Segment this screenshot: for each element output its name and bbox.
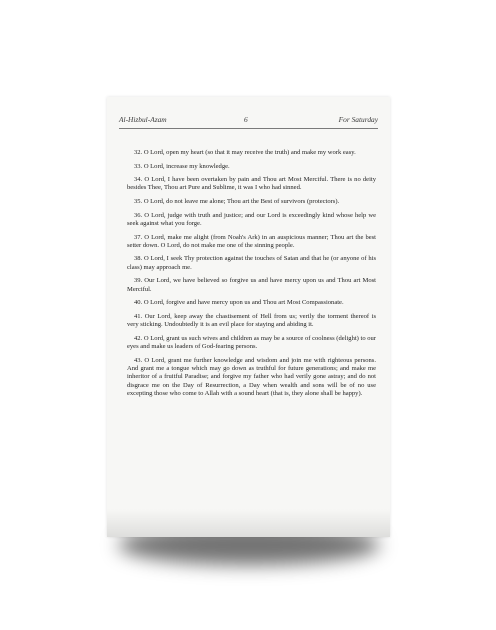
prayer-32: 32. O Lord, open my heart (so that it may receive the truth) and make my work easy. (134, 149, 356, 156)
prayer-34: 34. O Lord, I have been overtaken by pain and Thou art Most Merciful. There is no deity besides Thee, Thou art Pure and Sublime, it was I who had sinned. (127, 176, 376, 192)
prayer-38: 38. O Lord, I seek Thy protection against the touches of Satan and that he (or anyone of his class) may approach me. (127, 255, 376, 271)
page-body (127, 149, 376, 403)
prayer-36: 36. O Lord, judge with truth and justice; and our Lord is exceedingly kind whose help we seek against what you forge. (127, 211, 376, 227)
prayer-37: 37. O Lord, make me alight (from Noah's Ark) in an auspicious manner; Thou art the best setter down. O Lord, do not make me one of the sinning people. (127, 233, 376, 249)
header-rule (119, 128, 378, 129)
book-title: Al-Hizbul-Azam (119, 115, 167, 124)
prayer-39: 39. Our Lord, we have believed so forgive us and have mercy upon us and Thou art Most Merciful. (127, 277, 376, 293)
prayer-40: 40. O Lord, forgive and have mercy upon us and Thou art Most Compassionate. (134, 299, 344, 307)
page-number: 6 (244, 115, 248, 124)
prayer-35: 35. O Lord, do not leave me alone; Thou art the Best of survivors (protectors). (134, 198, 340, 206)
prayer-42: 42. O Lord, grant us such wives and children as may be a source of coolness (delight) to our eyes and make us leaders of God-fearing persons. (127, 334, 376, 351)
prayer-33: 33. O Lord, increase my knowledge. (134, 162, 230, 170)
section-title: For Saturday (338, 115, 378, 124)
book-page (107, 97, 390, 537)
prayer-41: 41. Our Lord, keep away the chastisement of Hell from us; verily the torment thereof is very sticking. Undoubtedly it is an evil place for staying and abiding it. (127, 312, 376, 329)
running-header (119, 115, 378, 127)
prayer-43: 43. O Lord, grant me further knowledge and wisdom and join me with righteous persons. And grant me a tongue which may go down as truthful for future generations; and make me inheritor of a fruitful Paradise; and forgive my father who had verily gone astray; and do not disgrace me on the Day of Resurrection, a Day when wealth and sons will be of no use excepting those who come to Allah with a sound heart (that is, they alone shall be happy). (127, 356, 376, 397)
